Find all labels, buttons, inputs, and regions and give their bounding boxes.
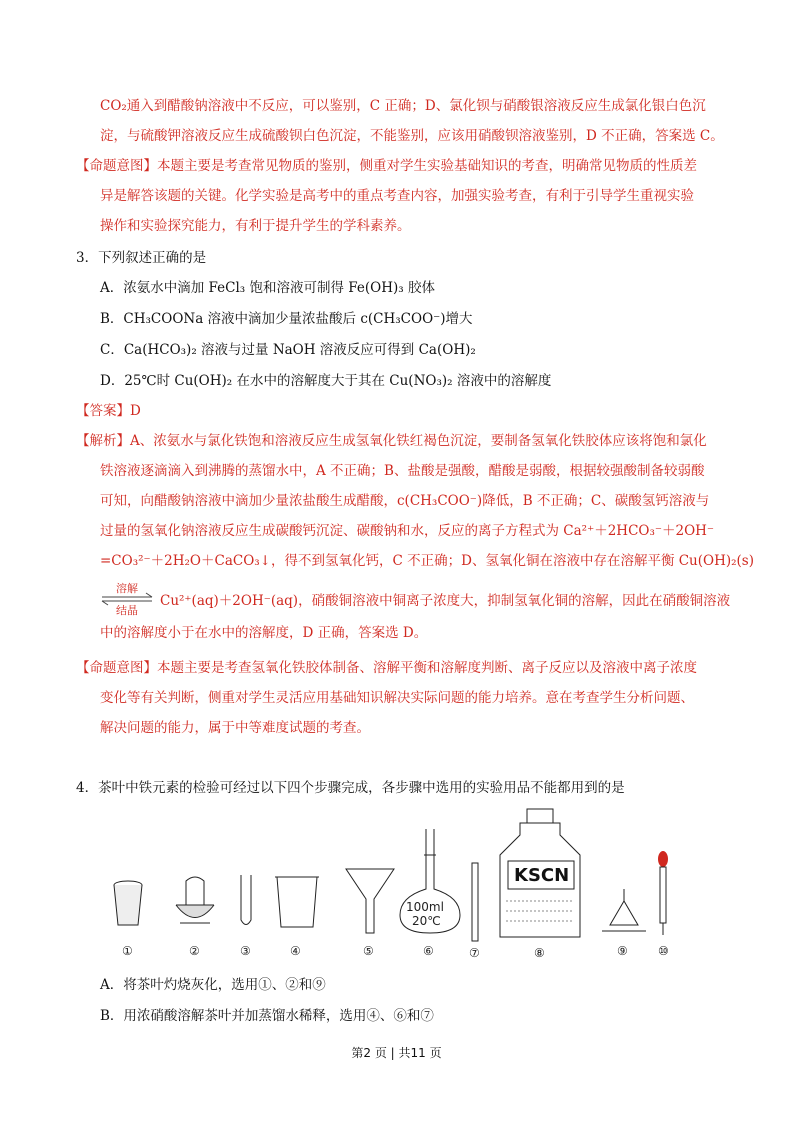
q3-analysis-3: 可知，向醋酸钠溶液中滴加少量浓盐酸生成醋酸，c(CH₃COO⁻)降低，B 不正确；C、碳酸氢钙溶液与 — [100, 493, 710, 509]
continuation-line-1: CO₂通入到醋酸钠溶液中不反应，可以鉴别，C 正确；D、氯化钡与硝酸银溶液反应生成氯化银白色沉 — [100, 98, 706, 114]
q3-intent-2: 变化等有关判断，侧重对学生灵活应用基础知识解决实际问题的能力培养。意在考查学生分析问题、 — [100, 690, 694, 706]
q3-option-c: C．Ca(HCO₃)₂ 溶液与过量 NaOH 溶液反应可得到 Ca(OH)₂ — [100, 342, 476, 358]
evaporating-dish-icon — [176, 877, 214, 923]
q4-option-a: A．将茶叶灼烧灰化，选用①、②和⑨ — [100, 977, 326, 993]
arrow-label-top: 溶解 — [116, 582, 138, 595]
apparatus-figure — [100, 805, 700, 965]
page-footer: 第2 页 | 共11 页 — [351, 1046, 442, 1060]
label-6: ⑥ — [423, 944, 434, 958]
bottle-label-text: KSCN — [514, 865, 570, 886]
q3-analysis-6: Cu²⁺(aq)＋2OH⁻(aq)，硝酸铜溶液中铜离子浓度大，抑制氢氧化铜的溶解，因此在硝酸铜溶液 — [160, 593, 731, 609]
dropper-icon — [658, 851, 668, 935]
reagent-bottle-icon — [500, 809, 580, 937]
clay-triangle-icon — [602, 889, 646, 931]
volumetric-flask-icon — [400, 829, 460, 933]
intent1-line-3: 操作和实验探究能力，有利于提升学生的学科素养。 — [100, 218, 411, 234]
label-5: ⑤ — [363, 944, 374, 958]
q3-analysis-1: 【解析】A、浓氨水与氯化铁饱和溶液反应生成氢氧化铁红褐色沉淀，要制备氢氧化铁胶体应该将饱和氯化 — [76, 433, 707, 449]
test-tube-icon — [241, 875, 251, 925]
crucible-icon — [114, 881, 142, 925]
arrow-label-bottom: 结晶 — [116, 604, 138, 617]
intent1-line-2: 异是解答该题的关键。化学实验是高考中的重点考查内容，加强实验考查，有利于引导学生重视实验 — [100, 188, 694, 204]
glass-rod-icon — [472, 863, 478, 941]
flask-temp-text: 20℃ — [412, 914, 441, 928]
label-1: ① — [122, 944, 133, 958]
q3-analysis-5: =CO₃²⁻＋2H₂O＋CaCO₃↓，得不到氢氧化钙，C 不正确；D、氢氧化铜在溶液中存在溶解平衡 Cu(OH)₂(s) — [100, 553, 755, 569]
label-8: ⑧ — [534, 946, 545, 960]
label-10: ⑩ — [658, 944, 669, 958]
label-7: ⑦ — [469, 946, 480, 960]
label-2: ② — [189, 944, 200, 958]
equilibrium-arrow — [100, 580, 156, 620]
q3-option-b: B．CH₃COONa 溶液中滴加少量浓盐酸后 c(CH₃COO⁻)增大 — [100, 311, 473, 327]
flask-volume-text: 100ml — [406, 900, 444, 914]
q3-answer: 【答案】D — [76, 403, 141, 419]
q3-option-a: A．浓氨水中滴加 FeCl₃ 饱和溶液可制得 Fe(OH)₃ 胶体 — [100, 280, 435, 296]
q3-analysis-2: 铁溶液逐滴滴入到沸腾的蒸馏水中，A 不正确；B、盐酸是强酸，醋酸是弱酸，根据较强酸制备较弱酸 — [100, 463, 705, 479]
continuation-line-2: 淀，与硫酸钾溶液反应生成硫酸钡白色沉淀，不能鉴别，应该用硝酸钡溶液鉴别，D 不正确，答案选 C。 — [100, 128, 724, 144]
q4-stem: 4．茶叶中铁元素的检验可经过以下四个步骤完成，各步骤中选用的实验用品不能都用到的是 — [76, 780, 625, 796]
q3-option-d: D．25℃时 Cu(OH)₂ 在水中的溶解度大于其在 Cu(NO₃)₂ 溶液中的溶解度 — [100, 373, 552, 389]
q4-option-b: B．用浓硝酸溶解茶叶并加蒸馏水稀释，选用④、⑥和⑦ — [100, 1008, 434, 1024]
funnel-icon — [346, 869, 394, 933]
q3-analysis-4: 过量的氢氧化钠溶液反应生成碳酸钙沉淀、碳酸钠和水，反应的离子方程式为 Ca²⁺＋2HCO₃⁻＋2OH⁻ — [100, 523, 715, 539]
q3-intent-1: 【命题意图】本题主要是考查氢氧化铁胶体制备、溶解平衡和溶解度判断、离子反应以及溶液中离子浓度 — [76, 660, 697, 676]
q3-stem: 3．下列叙述正确的是 — [76, 250, 207, 266]
q3-analysis-7: 中的溶解度小于在水中的溶解度，D 正确，答案选 D。 — [100, 625, 428, 641]
label-4: ④ — [290, 944, 301, 958]
label-9: ⑨ — [617, 944, 628, 958]
intent1-line-1: 【命题意图】本题主要是考查常见物质的鉴别，侧重对学生实验基础知识的考查，明确常见物质的性质差 — [76, 158, 697, 174]
q3-intent-3: 解决问题的能力，属于中等难度试题的考查。 — [100, 720, 370, 736]
label-3: ③ — [240, 944, 251, 958]
beaker-icon — [275, 877, 319, 927]
